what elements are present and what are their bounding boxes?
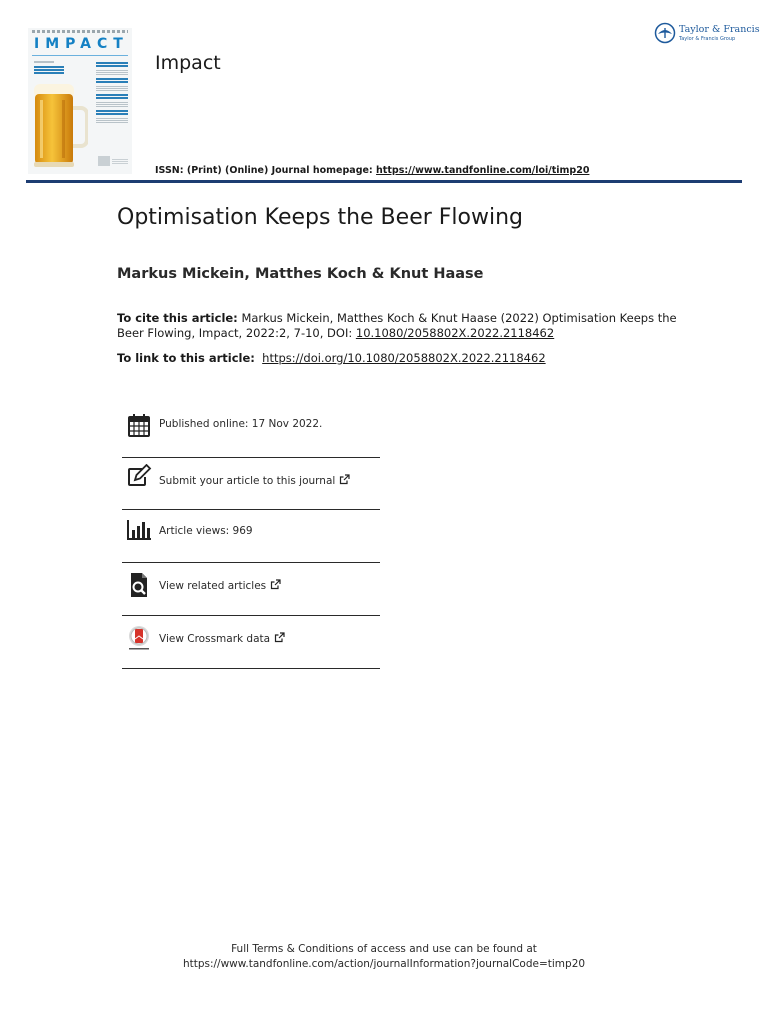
crossmark-link[interactable]: View Crossmark data (159, 632, 285, 645)
row-divider (122, 615, 380, 616)
footer-line-1: Full Terms & Conditions of access and use can be found at (231, 943, 537, 955)
publisher-subname: Taylor & Francis Group (679, 36, 736, 42)
journal-homepage-link[interactable]: https://www.tandfonline.com/loi/timp20 (376, 165, 590, 176)
article-views-label: Article views: 969 (159, 525, 253, 537)
cite-text: Markus Mickein, Matthes Koch & Knut Haase (2022) Optimisation Keeps the Beer Flowing, Impact, 2022:2, 7-10, DOI: (117, 311, 677, 340)
row-divider (122, 668, 380, 669)
external-link-icon (270, 579, 281, 590)
beer-mug-illustration (32, 80, 88, 168)
row-divider (122, 457, 380, 458)
taylor-francis-emblem-icon (654, 22, 676, 44)
crossmark-icon (126, 625, 152, 651)
bar-chart-icon (126, 517, 152, 543)
article-views-row (122, 511, 380, 563)
link-label: To link to this article: (117, 351, 255, 365)
published-online-label: Published online: 17 Nov 2022. (159, 418, 323, 430)
external-link-icon (339, 474, 350, 485)
submit-article-row[interactable] (122, 458, 380, 510)
issn-line (155, 165, 589, 176)
external-link-icon (274, 632, 285, 643)
related-articles-row[interactable] (122, 564, 380, 616)
citation-block (117, 311, 677, 340)
issn-text: ISSN: (Print) (Online) Journal homepage: (155, 165, 377, 176)
article-authors: Markus Mickein, Matthes Koch & Knut Haase (117, 266, 484, 282)
article-doi-link[interactable]: https://doi.org/10.1080/2058802X.2022.2118462 (262, 351, 546, 365)
footer-terms-link[interactable]: https://www.tandfonline.com/action/journalInformation?journalCode=timp20 (182, 958, 586, 970)
calendar-icon (126, 413, 152, 439)
row-divider (122, 509, 380, 510)
journal-name: Impact (155, 52, 221, 74)
cover-title: IMPACT (34, 36, 129, 52)
cite-label: To cite this article: (117, 311, 238, 325)
crossmark-row[interactable] (122, 617, 380, 669)
cite-doi-link[interactable]: 10.1080/2058802X.2022.2118462 (355, 325, 555, 340)
submit-article-link[interactable]: Submit your article to this journal (159, 474, 350, 487)
taylor-francis-logo[interactable] (654, 22, 760, 48)
article-link-line (117, 351, 546, 365)
edit-icon (126, 464, 152, 490)
search-document-icon (126, 572, 152, 598)
row-divider (122, 562, 380, 563)
header-divider (26, 180, 742, 183)
publisher-name: Taylor & Francis (679, 24, 760, 35)
related-articles-link[interactable]: View related articles (159, 579, 281, 592)
article-title: Optimisation Keeps the Beer Flowing (117, 205, 524, 230)
footer-terms (0, 942, 768, 972)
published-online-row (122, 406, 380, 458)
journal-cover-image (28, 28, 132, 174)
